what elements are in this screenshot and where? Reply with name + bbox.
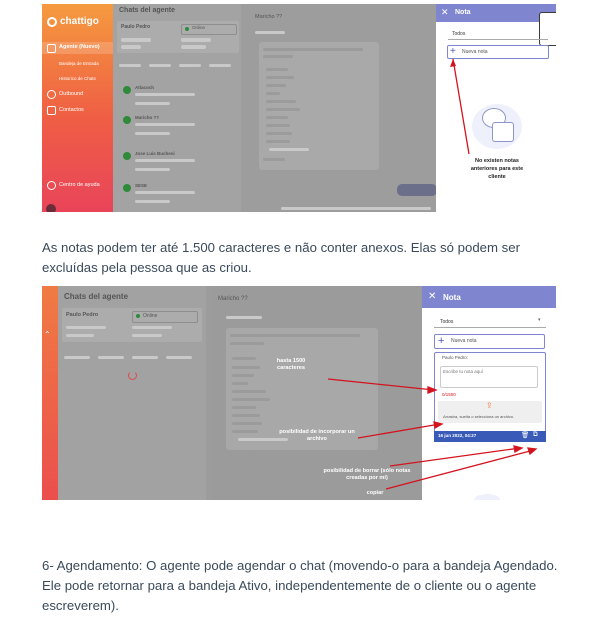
status-select[interactable] [181, 24, 237, 35]
red-arrows [42, 286, 556, 500]
agent-name: Paulo Pedro [121, 24, 151, 30]
paragraph-notes-info: As notas podem ter até 1.500 caracteres e não conter anexos. Elas só podem ser excluídas pela pessoa que as criou. [42, 240, 520, 275]
chats-header: Chats del agente [119, 7, 176, 14]
plus-icon: + [450, 46, 456, 57]
screenshot-notes-empty [42, 4, 556, 212]
paragraph-agendamento: 6- Agendamento: O agente pode agendar o chat (movendo-o para a bandeja Agendado. Ele pode retornar para a bandeja Ativo, independentemente de o cliente ou o agente escreverem). [42, 558, 558, 613]
chevron-up-icon[interactable]: ⌃ [44, 330, 51, 339]
red-arrow-new-note [436, 4, 556, 212]
chat-status-dot [123, 86, 131, 94]
sidebar-item-ayuda[interactable]: Centro de ayuda [59, 182, 100, 188]
status-dot [185, 27, 189, 31]
agent-icon [47, 44, 56, 53]
trash-icon[interactable]: 🗑 [521, 432, 530, 439]
chat-item-4[interactable]: SESE [135, 183, 148, 188]
chat-item-1[interactable]: Atlacoch [135, 85, 155, 90]
note-date: 16 jun 2022, 04:27 [438, 433, 477, 438]
chat-status-dot [123, 116, 131, 124]
note-author: Paulo Pedro: [442, 355, 469, 360]
chats-header: Chats del agente [64, 292, 129, 301]
conversation-panel [241, 4, 436, 212]
plus-icon: + [438, 335, 445, 347]
annotation-chars: hasta 1500 caracteres [276, 358, 306, 371]
filter-value: Todos [452, 31, 466, 37]
outbound-icon [47, 90, 56, 99]
copy-icon[interactable]: ⧉ [533, 431, 538, 438]
contacts-icon [47, 106, 56, 115]
avatar [46, 204, 56, 212]
filter-value: Todos [440, 319, 454, 325]
screenshot-notes-editor [42, 286, 556, 500]
attach-text: Arrastra, suelta o selecciona un archivo. [443, 414, 515, 419]
upload-icon: ⇪ [486, 401, 493, 410]
annotation-copy: copiar [366, 490, 384, 496]
agent-bubble [397, 184, 437, 196]
chat-list-panel [113, 4, 241, 212]
notes-title: Nota [455, 9, 471, 16]
new-note-label: Nueva nota [451, 338, 477, 344]
new-note-label: Nueva nota [462, 49, 488, 55]
sidebar-item-agente[interactable]: Agente (Nuevo) [59, 44, 100, 50]
note-placeholder: Escribe tu nota aquí [443, 369, 484, 374]
chattigo-logo [47, 17, 57, 27]
empty-text: No existen notas anteriores para este cliente [470, 158, 524, 180]
conversation-title: Maricho ?? [255, 14, 283, 20]
status-label: Online [192, 25, 206, 30]
annotation-delete: posibilidad de borrar (sólo notas creadas por mí) [323, 468, 411, 481]
chat-item-2[interactable]: Maricho ?? [135, 115, 160, 120]
chat-item-3[interactable]: Jose Luis Bucheni [135, 151, 175, 156]
notes-title: Nota [443, 293, 461, 302]
annotation-attach: posibilidad de incorporar un archivo [279, 429, 355, 442]
chat-status-dot [123, 152, 131, 160]
chevron-down-icon: ▾ [538, 317, 541, 323]
agent-name: Paulo Pedro [66, 312, 99, 318]
conversation-title: Maricho ?? [218, 296, 248, 302]
sidebar [42, 4, 113, 212]
help-icon [47, 181, 56, 190]
logo-text: chattigo [60, 16, 99, 27]
sidebar-item-outbound[interactable]: Outbound [59, 91, 84, 97]
sidebar-item-bandeja[interactable]: Bandeja de Entrada [59, 61, 99, 66]
notes-close-icon[interactable]: ✕ [428, 291, 437, 302]
sidebar-item-contactos[interactable]: Contactos [59, 107, 84, 113]
status-label: Online [143, 313, 158, 319]
chat-status-dot [123, 184, 131, 192]
char-counter: 0/1500 [442, 392, 456, 397]
sidebar-item-historico[interactable]: Historico de Chats [59, 76, 96, 81]
notes-close-icon[interactable]: ✕ [441, 7, 449, 17]
